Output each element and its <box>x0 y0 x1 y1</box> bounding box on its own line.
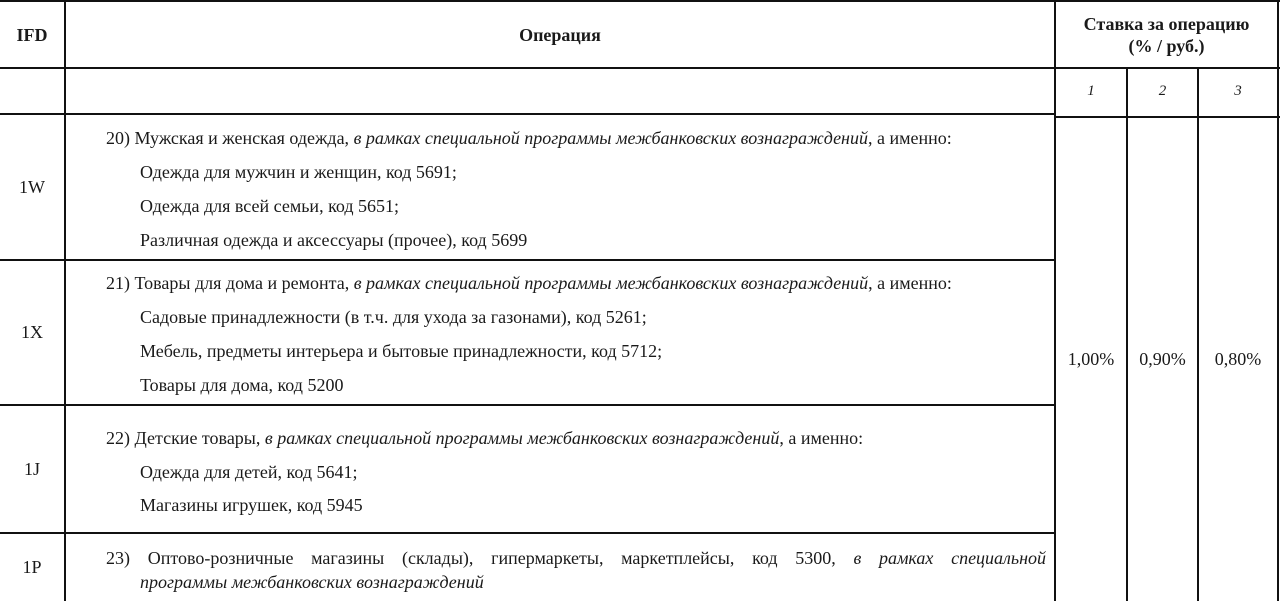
item-program: в рамках специальной <box>853 548 1047 568</box>
row-code <box>0 115 64 259</box>
list-item <box>140 195 399 217</box>
header-ifd <box>0 2 64 67</box>
subheader-col-3-label: 3 <box>1234 83 1242 99</box>
row-code-label: 1J <box>23 458 40 479</box>
row-code <box>0 534 64 601</box>
row-heading <box>106 427 863 449</box>
list-item-text: Мебель, предметы интерьера и бытовые принадлежности, код 5712; <box>140 341 663 361</box>
item-tail: , а именно: <box>779 428 864 448</box>
item-title: Оптово-розничные магазины (склады), гипермаркеты, маркетплейсы, код 5300, <box>147 548 836 568</box>
list-item-text: Различная одежда и аксессуары (прочее), код 5699 <box>140 230 528 250</box>
list-item <box>140 374 343 396</box>
row-heading <box>106 272 952 294</box>
list-item <box>140 161 457 183</box>
header-ifd-label: IFD <box>16 24 48 45</box>
row-1w-bottom-border <box>0 259 1056 261</box>
subheader-col-1-label: 1 <box>1087 83 1095 99</box>
rate-col-1 <box>1056 118 1126 601</box>
item-number: 20) <box>106 128 130 148</box>
header-rate <box>1056 2 1277 67</box>
item-title: Детские товары, <box>134 428 261 448</box>
item-program-continuation: программы межбанковских вознаграждений <box>140 572 484 592</box>
rate-col-3-value: 0,80% <box>1214 349 1262 369</box>
col-ifd-right-border <box>64 0 66 601</box>
rate-col-1-value: 1,00% <box>1067 349 1115 369</box>
subheader-col-3 <box>1199 69 1277 114</box>
list-item-text: Магазины игрушек, код 5945 <box>140 495 363 515</box>
list-item <box>140 461 358 483</box>
rate-col-2 <box>1128 118 1197 601</box>
list-item-text: Одежда для мужчин и женщин, код 5691; <box>140 162 457 182</box>
subheader-bottom-border-left <box>0 113 1056 115</box>
header-operation-label: Операция <box>519 24 601 45</box>
list-item <box>140 494 363 516</box>
row-heading-continuation <box>140 570 484 594</box>
row-code-label: 1X <box>21 322 43 342</box>
list-item-text: Одежда для детей, код 5641; <box>140 462 358 482</box>
list-item <box>140 340 662 362</box>
row-code-label: 1W <box>19 176 45 197</box>
item-title: Товары для дома и ремонта, <box>134 273 350 293</box>
row-1x-bottom-border <box>0 404 1056 406</box>
list-item-text: Садовые принадлежности (в т.ч. для ухода за газонами), код 5261; <box>140 307 647 327</box>
item-program: в рамках специальной программы межбанковских вознаграждений <box>264 428 780 448</box>
subheader-col-2-label: 2 <box>1158 83 1167 99</box>
row-code <box>0 261 64 404</box>
item-tail: , а именно: <box>868 273 952 293</box>
item-number: 22) <box>106 428 130 448</box>
row-code-label: 1P <box>22 557 42 577</box>
item-number: 23) <box>106 548 130 568</box>
row-heading <box>106 127 952 149</box>
item-title: Мужская и женская одежда, <box>134 128 350 148</box>
table-right-border <box>1277 0 1279 601</box>
item-tail: , а именно: <box>868 128 952 148</box>
header-rate-line1: Ставка за операцию <box>1083 13 1250 34</box>
item-program: в рамках специальной программы межбанковских вознаграждений <box>353 273 869 293</box>
row-heading <box>106 546 1046 570</box>
item-program: в рамках специальной программы межбанковских вознаграждений <box>353 128 868 148</box>
row-1j-bottom-border <box>0 532 1056 534</box>
list-item-text: Одежда для всей семьи, код 5651; <box>140 196 400 216</box>
header-operation <box>66 2 1054 67</box>
list-item <box>140 229 527 251</box>
item-number: 21) <box>106 273 130 293</box>
list-item <box>140 306 647 328</box>
header-rate-line2: (% / руб.) <box>1128 35 1205 56</box>
row-code <box>0 406 64 532</box>
rate-col-3 <box>1199 118 1277 601</box>
rate-col-2-value: 0,90% <box>1139 349 1186 369</box>
list-item-text: Товары для дома, код 5200 <box>140 375 344 395</box>
subheader-col-1 <box>1056 69 1126 114</box>
subheader-col-2 <box>1128 69 1197 114</box>
